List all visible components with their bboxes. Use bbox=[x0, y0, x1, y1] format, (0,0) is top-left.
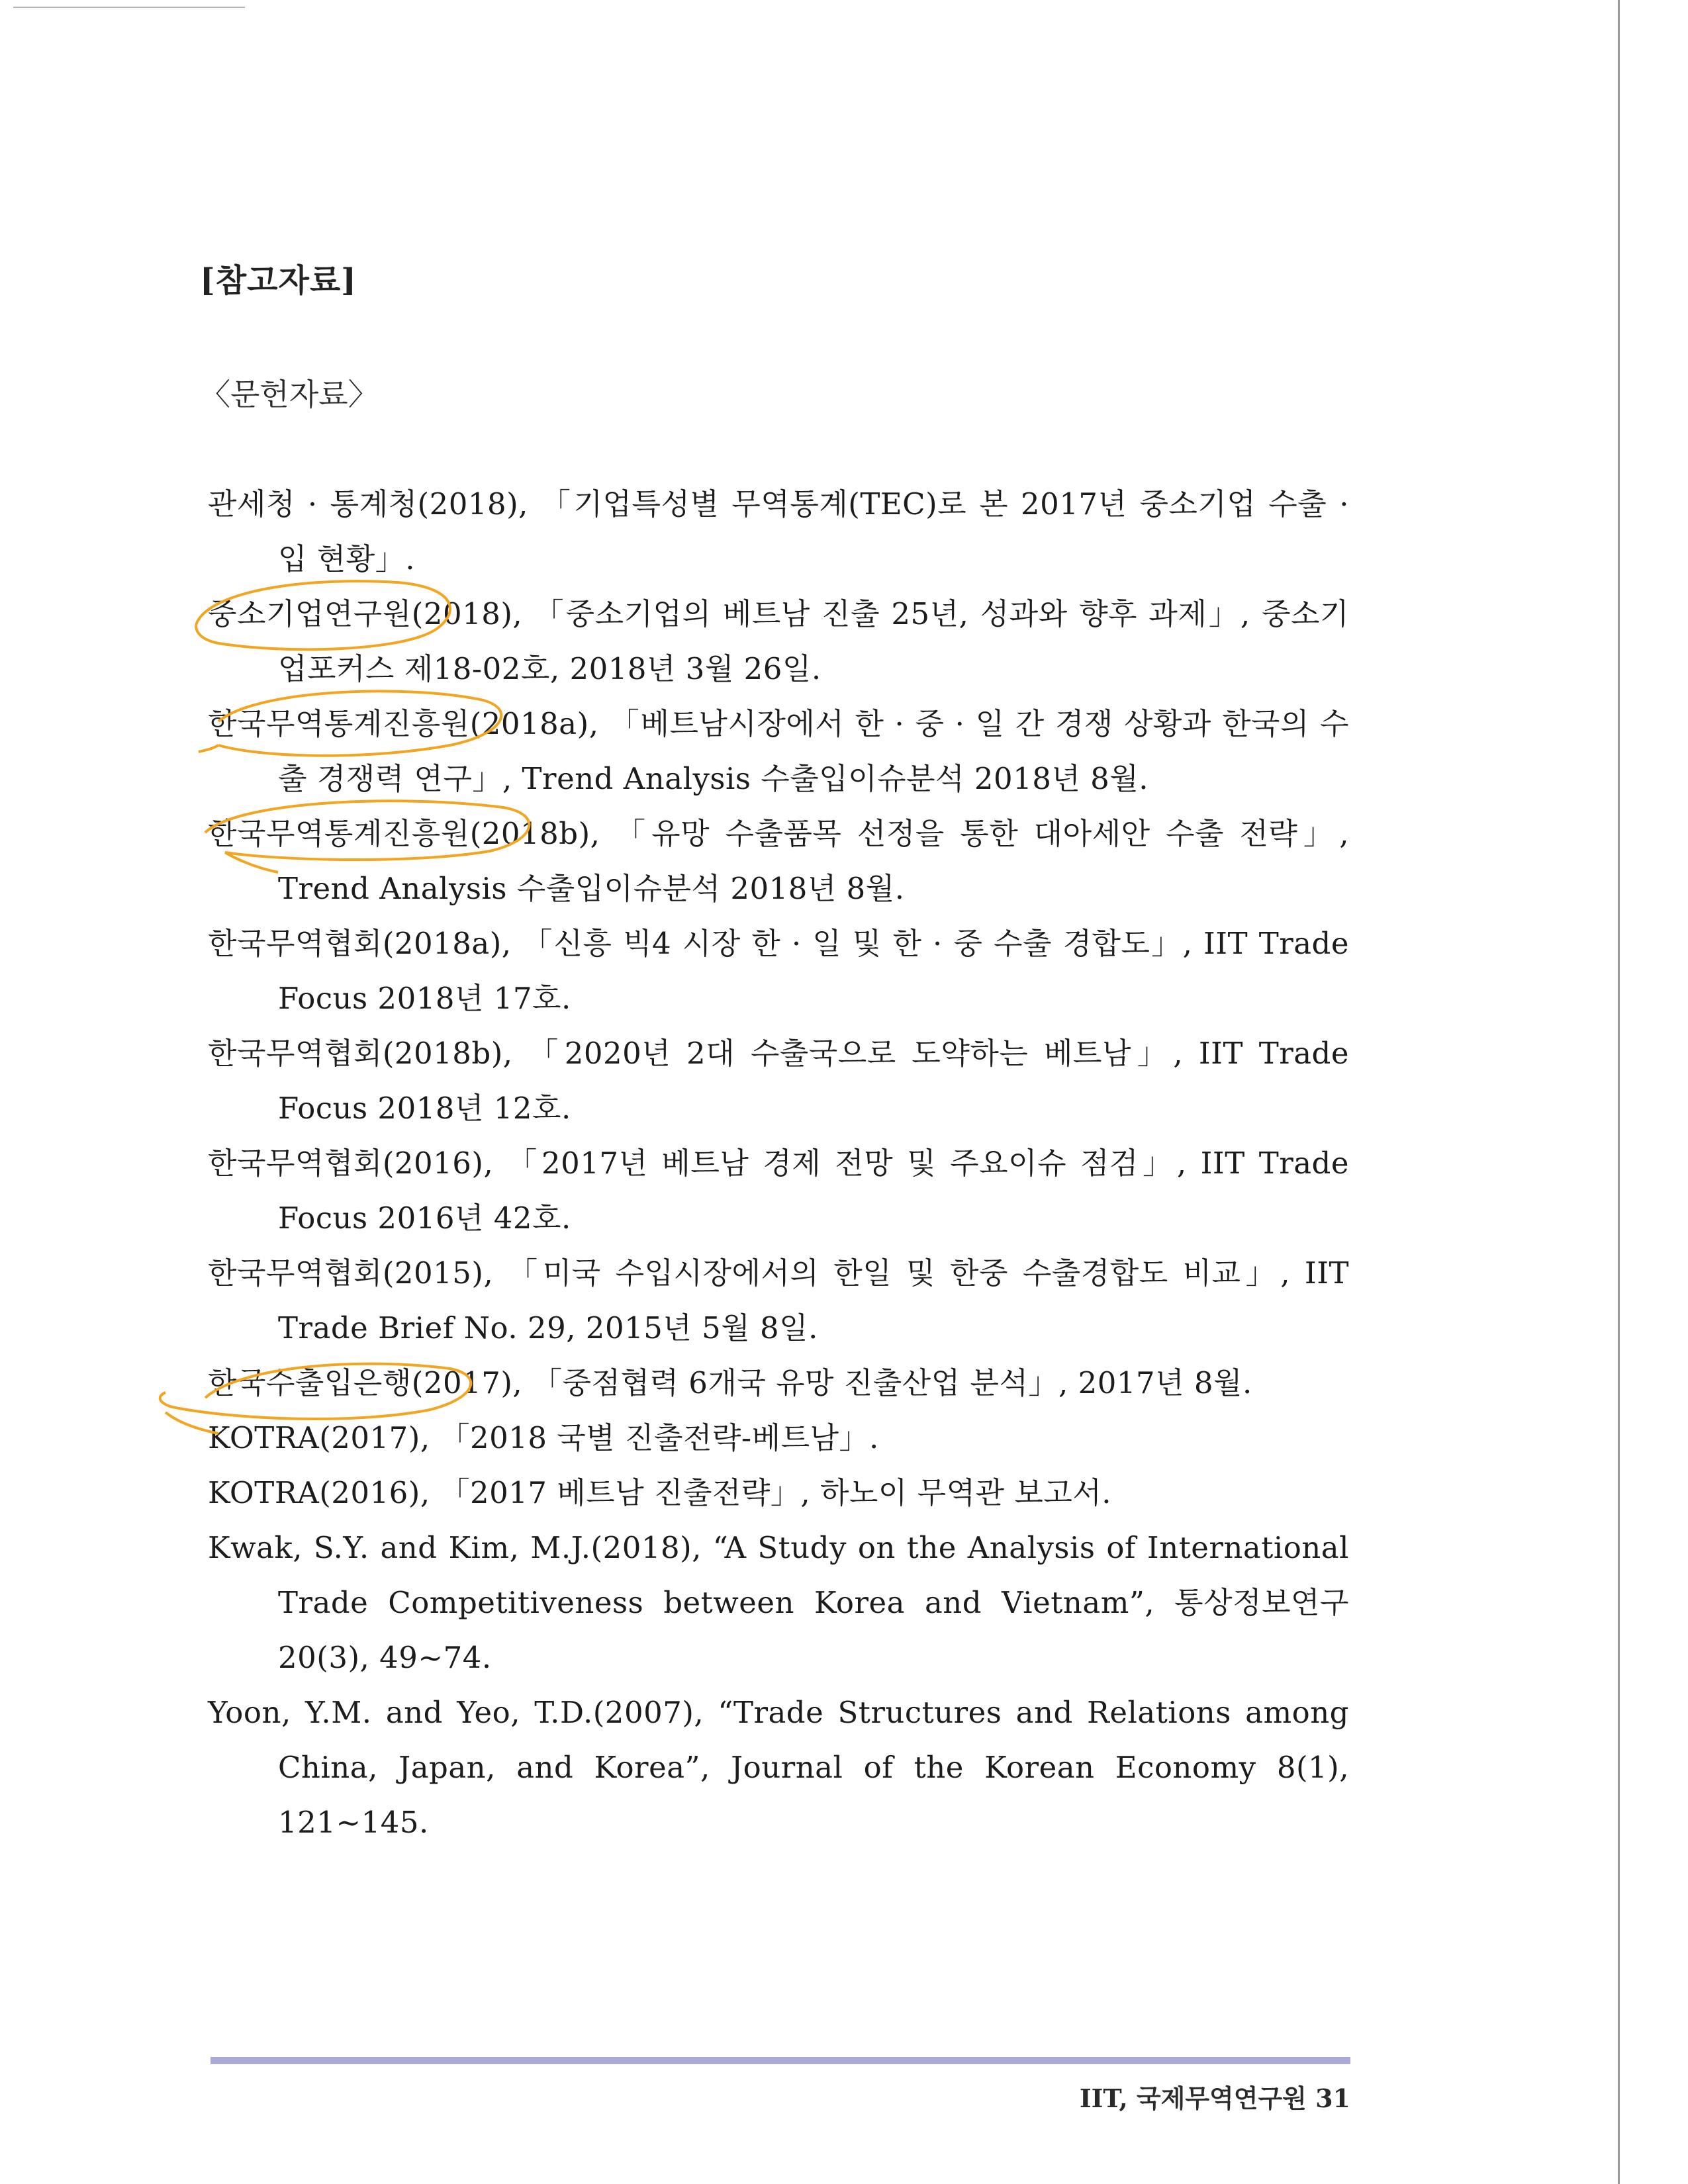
scan-edge-right bbox=[1618, 0, 1620, 2184]
reference-item: 한국무역협회(2016), 「2017년 베트남 경제 전망 및 주요이슈 점검」, IIT Trade Focus 2016년 42호. bbox=[208, 1146, 1349, 1236]
reference-item: 한국수출입은행(2017), 「중점협력 6개국 유망 진출산업 분석」, 2017년 8월. bbox=[208, 1365, 1252, 1400]
reference-item: Yoon, Y.M. and Yeo, T.D.(2007), “Trade Structures and Relations among China, Japan, and Korea”, Journal of the Korean Economy 8(1), 121~145. bbox=[208, 1695, 1349, 1840]
reference-item: 한국무역협회(2018a), 「신흥 빅4 시장 한 · 일 및 한 · 중 수출 경합도」, IIT Trade Focus 2018년 17호. bbox=[208, 926, 1349, 1016]
footer-rule bbox=[211, 2057, 1350, 2064]
reference-item: 한국무역협회(2015), 「미국 수입시장에서의 한일 및 한중 수출경합도 비교」, IIT Trade Brief No. 29, 2015년 5월 8일. bbox=[208, 1255, 1349, 1345]
reference-item: 중소기업연구원(2018), 「중소기업의 베트남 진출 25년, 성과와 향후 과제」, 중소기업포커스 제18-02호, 2018년 3월 26일. bbox=[208, 596, 1349, 686]
reference-item: 한국무역통계진흥원(2018b), 「유망 수출품목 선정을 통한 대아세안 수출 전략」, Trend Analysis 수출입이슈분석 2018년 8월. bbox=[208, 816, 1349, 906]
footer-page-label: IIT, 국제무역연구원 31 bbox=[1079, 2083, 1350, 2113]
reference-item: 한국무역협회(2018b), 「2020년 2대 수출국으로 도약하는 베트남」, IIT Trade Focus 2018년 12호. bbox=[208, 1036, 1349, 1126]
reference-item: Kwak, S.Y. and Kim, M.J.(2018), “A Study on the Analysis of International Trade Competitiveness between Korea and Vietnam”, 통상정보연구 20(3), 49~74. bbox=[208, 1530, 1349, 1675]
reference-item: 관세청 · 통계청(2018), 「기업특성별 무역통계(TEC)로 본 2017년 중소기업 수출 · 입 현황」. bbox=[208, 486, 1349, 576]
sub-title: 〈문헌자료〉 bbox=[200, 377, 379, 412]
section-title: [참고자료] bbox=[200, 262, 357, 299]
reference-item: 한국무역통계진흥원(2018a), 「베트남시장에서 한 · 중 · 일 간 경쟁 상황과 한국의 수출 경쟁력 연구」, Trend Analysis 수출입이슈분석 2018년 8월. bbox=[208, 706, 1349, 796]
scan-edge-top bbox=[13, 7, 245, 8]
reference-item: KOTRA(2017), 「2018 국별 진출전략-베트남」. bbox=[208, 1420, 879, 1455]
reference-list bbox=[208, 477, 1349, 1850]
reference-item: KOTRA(2016), 「2017 베트남 진출전략」, 하노이 무역관 보고서. bbox=[208, 1475, 1112, 1510]
